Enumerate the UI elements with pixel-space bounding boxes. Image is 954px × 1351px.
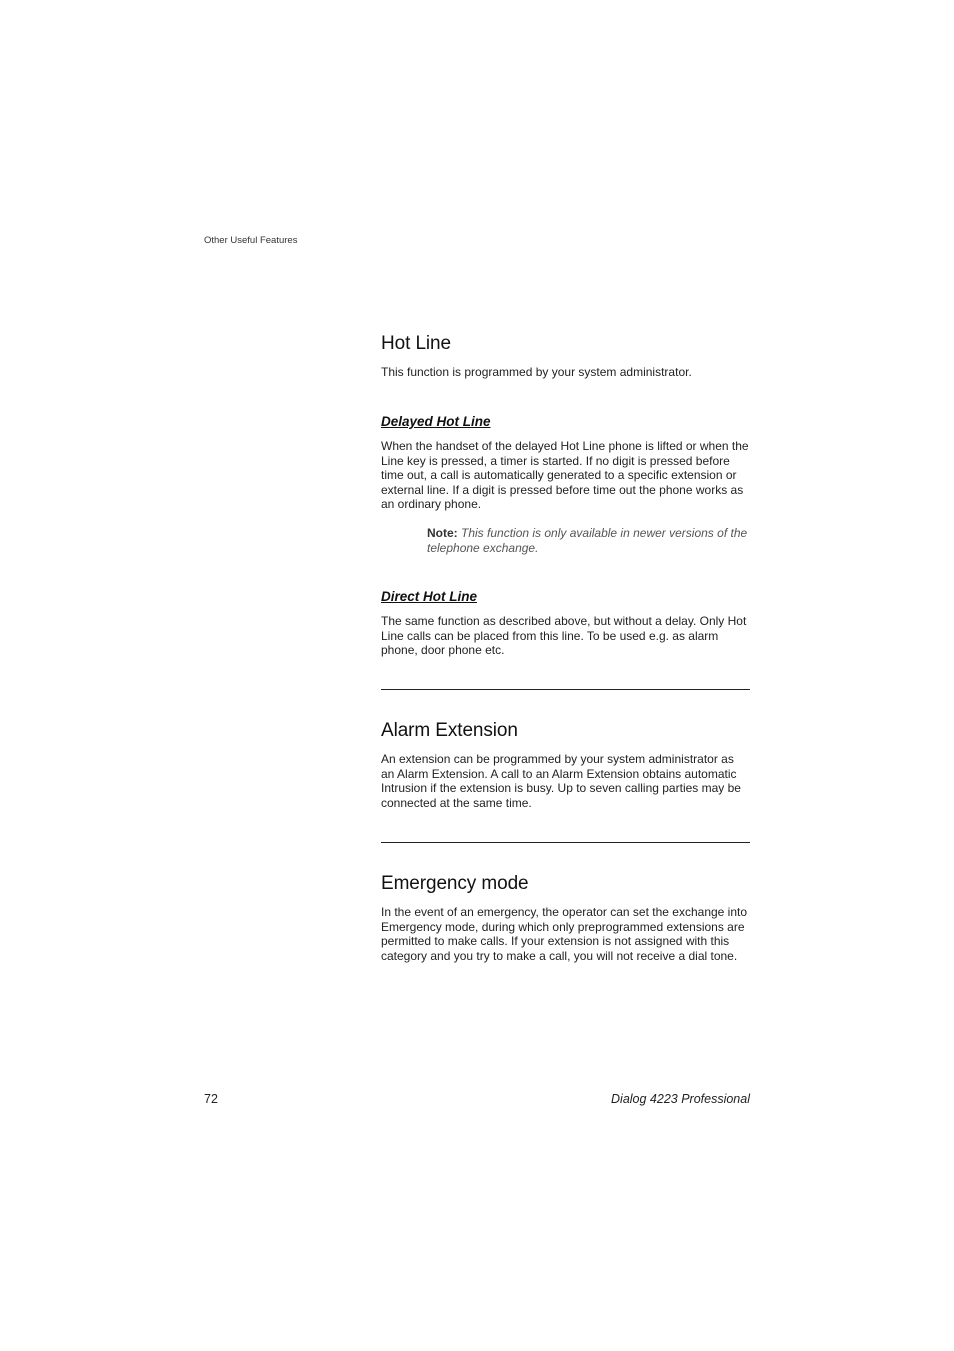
- hot-line-intro: This function is programmed by your system administrator.: [381, 365, 692, 379]
- running-header: Other Useful Features: [204, 235, 298, 246]
- alarm-extension-title: Alarm Extension: [381, 720, 518, 741]
- emergency-mode-body: In the event of an emergency, the operator can set the exchange into Emergency mode, during which only preprogrammed extensions are permitted to make calls. If your extension is not assigned with this category and you try to make a call, you will not receive a dial tone.: [381, 905, 748, 963]
- delayed-hot-line-body-wrap: [381, 439, 750, 512]
- delayed-hot-line-heading-wrap: [381, 414, 750, 429]
- alarm-extension-body: An extension can be programmed by your system administrator as an Alarm Extension. A call to an Alarm Extension obtains automatic Intrusion if the extension is busy. Up to seven calling parties may be connected at the same time.: [381, 752, 741, 810]
- page-number: 72: [204, 1092, 218, 1106]
- direct-hot-line-body: The same function as described above, but without a delay. Only Hot Line calls can be placed from this line. To be used e.g. as alarm phone, door phone etc.: [381, 614, 747, 658]
- direct-hot-line-body-wrap: [381, 614, 750, 658]
- section-divider: [381, 842, 750, 843]
- alarm-extension-body-wrap: [381, 752, 750, 810]
- direct-hot-line-title: Direct Hot Line: [381, 589, 478, 604]
- direct-hot-line-heading-wrap: [381, 589, 750, 604]
- emergency-mode-heading-wrap: [381, 873, 750, 895]
- section-divider: [381, 689, 750, 690]
- delayed-hot-line-body: When the handset of the delayed Hot Line phone is lifted or when the Line key is pressed, a timer is started. If no digit is pressed before time out, a call is automatically generated to a specific extension or external line. If a digit is pressed before time out the phone works as an ordinary phone.: [381, 439, 749, 512]
- hot-line-section: [381, 333, 750, 355]
- delayed-hot-line-note: [427, 526, 752, 555]
- note-text: This function is only available in newer versions of the telephone exchange.: [427, 526, 748, 555]
- emergency-mode-title: Emergency mode: [381, 873, 529, 894]
- alarm-extension-heading-wrap: [381, 720, 750, 742]
- product-name: Dialog 4223 Professional: [611, 1092, 750, 1106]
- delayed-hot-line-title: Delayed Hot Line: [381, 414, 491, 429]
- emergency-mode-body-wrap: [381, 905, 750, 963]
- hot-line-intro-wrap: [381, 365, 750, 380]
- hot-line-title: Hot Line: [381, 333, 451, 354]
- note-label: Note:: [427, 526, 458, 540]
